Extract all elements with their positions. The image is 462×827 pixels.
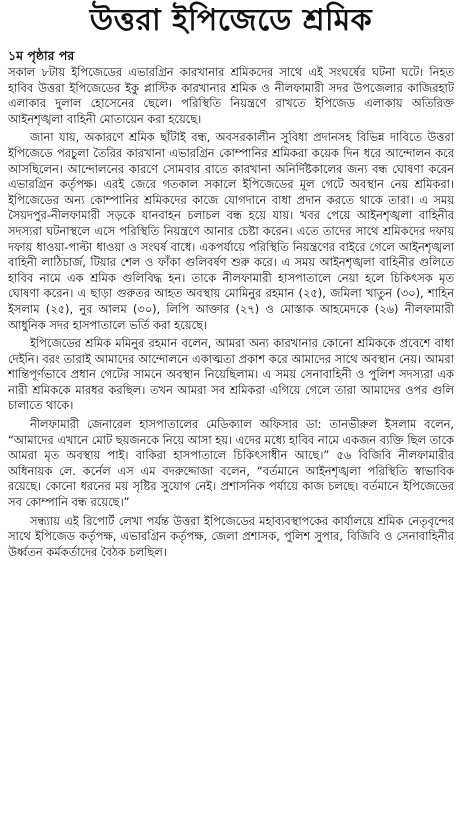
article-paragraph: জানা যায়, অকারণে শ্রমিক ছাঁটাই বন্ধ, অবসরকালীন সুবিধা প্রদানসহ বিভিন্ন দাবিতে উত্তরা ইপিজেডে পরচুলা তৈরির কারখানা এভারগ্রিন কোম্পানির শ্রমিকরা কয়েক দিন ধরে আন্দোলন করে আসছিলেন। আন্দোলনের কারণে সোমবার রাতে কারখানা অনির্দিষ্টকালের জন্য বন্ধ ঘোষণা করেন এভারগ্রিন কর্তৃপক্ষ। এরই জেরে গতকাল সকালে ইপিজেডের মূল গেটে অবস্থান নেয় শ্রমিকরা। ইপিজেডের অন্য কোম্পানির শ্রমিকদের কাজে যোগদানে বাধা প্রদান করতে থাকে তারা। এ সময় সৈয়দপুর-নীলফামারী সড়কে যানবাহন চলাচল বন্ধ হয়ে যায়। খবর পেয়ে আইনশৃঙ্খলা বাহিনীর সদস্যরা ঘটনাস্থলে এসে পরিস্থিতি নিয়ন্ত্রণে আনার চেষ্টা করেন। এতে তাদের সাথে শ্রমিকদের দফায় দফায় ধাওয়া-পাল্টা ধাওয়া ও সংঘর্ষ বাধে। একপর্যায়ে পরিস্থিতি নিয়ন্ত্রণের বাইরে গেলে আইনশৃঙ্খলা বাহিনী লাঠিচার্জ, টিয়ার শেল ও ফাঁকা গুলিবর্ষণ শুরু করে। এ সময় আইনশৃঙ্খলা বাহিনীর গুলিতে হাবিব নামে এক শ্রমিক গুলিবিদ্ধ হন। তাকে নীলফামারী হাসপাতালে নেয়া হলে চিকিৎসক মৃত ঘোষণা করেন। এ ছাড়া গুরুতর আহত অবস্থায় মোমিনুর রহমান (২৫), জমিলা খাতুন (৩০), শাহিন ইসলাম (২৫), নুর আলম (৩০), লিপি আক্তার (২৭) ও মোস্তাক আহমেদকে (২৬) নীলফামারী আধুনিক সদর হাসপাতালে ভর্তি করা হয়েছে। (8, 130, 454, 332)
continued-from-label: ১ম পৃষ্ঠার পর (8, 48, 75, 63)
article-paragraph: সন্ধ্যায় এই রিপোর্ট লেখা পর্যন্ত উত্তরা ইপিজেডের মহাব্যবস্থাপকের কার্যালয়ে শ্রমিক নেতৃবৃন্দের সাথে ইপিজেড কর্তৃপক্ষ, এভারগ্রিন কর্তৃপক্ষ, জেলা প্রশাসক, পুলিশ সুপার, বিজিবি ও সেনাবাহিনীর উর্ধ্বতন কর্মকর্তাদের বৈঠক চলছিল। (8, 513, 454, 559)
article-paragraph: সকাল ৮টায় ইপিজেডের এভারগ্রিন কারখানার শ্রমিকদের সাথে এই সংঘর্ষের ঘটনা ঘটে। নিহত হাবিব উত্তরা ইপিজেডের ইকু প্লাস্টিক কারখানার শ্রমিক ও নীলফামারী সদর উপজেলার কাজিরহাট এলাকার দুলাল হোসেনের ছেলে। পরিস্থিতি নিয়ন্ত্রণে রাখতে ইপিজেড এলাকায় অতিরিক্ত আইনশৃঙ্খলা বাহিনী মোতায়েন করা হয়েছে। (8, 65, 454, 126)
article-paragraph: নীলফামারী জেনারেল হাসপাতালের মেডিক্যাল অফিসার ডা: তানভীরুল ইসলাম বলেন, “আমাদের এখানে মোট ছয়জনকে নিয়ে আসা হয়। এদের মধ্যে হাবিব নামে একজন ব্যক্তি ছিল তাকে আমরা মৃত অবস্থায় পাই। বাকিরা হাসপাতালে চিকিৎসাধীন আছে।” ৫৬ বিজিবি নীলফামারীর অধিনায়ক লে. কর্নেল এস এম বদরুদ্দোজা বলেন, “বর্তমানে আইনশৃঙ্খলা পরিস্থিতি স্বাভাবিক রয়েছে। কোনো ধরনের ময় সৃষ্টির সুযোগ নেই। প্রশাসনিক পর্যায়ে কাজ চলছে। বর্তমানে ইপিজেডের সব কোম্পানি বন্ধ রয়েছে।” (8, 417, 454, 510)
article-body (8, 65, 454, 560)
article-paragraph: ইপিজেডের শ্রমিক মমিনুর রহমান বলেন, আমরা অন্য কারখানার কোনো শ্রমিককে প্রবেশে বাধা দেইনি। বরং তারাই আমাদের আন্দোলনে একাত্মতা প্রকাশ করে আমাদের সাথে অবস্থান নেয়। আমরা শান্তিপূর্ণভাবে প্রধান গেটের সামনে অবস্থান নিয়েছিলাম। এ সময় সেনাবাহিনী ও পুলিশ সদস্যরা এক নারী শ্রমিককে মারধর করছিল। তখন আমরা সব শ্রমিকরা এগিয়ে গেলে তারা আমাদের ওপর গুলি চালাতে থাকে। (8, 336, 454, 413)
article-headline: উত্তরা ইপিজেডে শ্রমিক (89, 3, 373, 38)
